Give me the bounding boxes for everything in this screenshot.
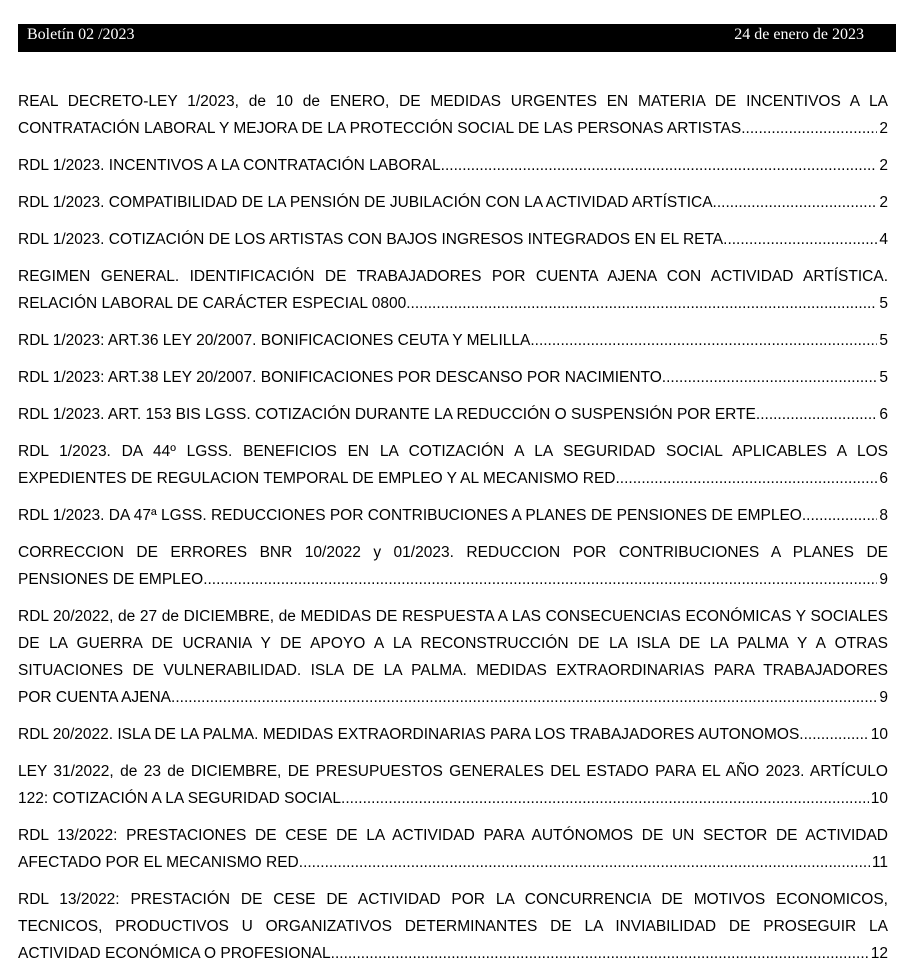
toc-entry-text: REAL DECRETO-LEY 1/2023, de 10 de ENERO, DE MEDIDAS URGENTES EN MATERIA DE INCENTIVOS A LA xyxy=(18,93,888,110)
toc-entry-text: RDL 20/2022. ISLA DE LA PALMA. MEDIDAS EXTRAORDINARIAS PARA LOS TRABAJADORES AUTONOMOS xyxy=(18,726,800,743)
toc-entry[interactable] xyxy=(18,88,888,142)
toc-page-number: 9 xyxy=(879,571,888,588)
toc-page-number: 2 xyxy=(879,120,888,137)
toc-entry-text: REGIMEN GENERAL. IDENTIFICACIÓN DE TRABAJADORES POR CUENTA AJENA CON ACTIVIDAD ARTÍSTICA. xyxy=(18,268,888,285)
toc-entry-text: ACTIVIDAD ECONÓMICA O PROFESIONAL. xyxy=(18,945,335,962)
toc-entry-text: RDL 1/2023: ART.36 LEY 20/2007. BONIFICACIONES CEUTA Y MELILLA. xyxy=(18,332,535,349)
toc-entry-text: RDL 1/2023: ART.38 LEY 20/2007. BONIFICACIONES POR DESCANSO POR NACIMIENTO xyxy=(18,369,662,386)
toc-entry-text: LEY 31/2022, de 23 de DICIEMBRE, DE PRESUPUESTOS GENERALES DEL ESTADO PARA EL AÑO 2023. ARTÍCULO xyxy=(18,763,888,780)
toc-entry-text: PENSIONES DE EMPLEO. xyxy=(18,571,208,588)
toc-entry[interactable] xyxy=(18,603,888,711)
toc-entry[interactable] xyxy=(18,189,888,216)
toc-entry-text: RDL 1/2023. ART. 153 BIS LGSS. COTIZACIÓN DURANTE LA REDUCCIÓN O SUSPENSIÓN POR ERTE. xyxy=(18,406,761,423)
toc-entry-text: RDL 20/2022, de 27 de DICIEMBRE, de MEDIDAS DE RESPUESTA A LAS CONSECUENCIAS ECONÓMICAS Y SOCIALES DE LA GUERRA DE UCRANIA Y DE APOYO A LA RECONSTRUCCIÓN DE LA ISLA DE LA PALMA Y A OTRAS SITUACIONES DE VULNERABILIDAD. ISLA DE LA PALMA. MEDIDAS EXTRAORDINARIAS PARA TRABAJADORES xyxy=(18,608,888,679)
toc-page-number: 5 xyxy=(879,369,888,386)
dot-leader xyxy=(445,152,877,179)
toc-entry-text: CONTRATACIÓN LABORAL Y MEJORA DE LA PROTECCIÓN SOCIAL DE LAS PERSONAS ARTISTAS. xyxy=(18,120,746,137)
toc-page-number: 9 xyxy=(879,689,888,706)
toc-entry[interactable] xyxy=(18,327,888,354)
toc-entry[interactable] xyxy=(18,438,888,492)
table-of-contents xyxy=(18,88,888,977)
dot-leader xyxy=(341,785,869,812)
dot-leader xyxy=(713,189,878,216)
toc-entry-text: RDL 1/2023. DA 44º LGSS. BENEFICIOS EN LA COTIZACIÓN A LA SEGURIDAD SOCIAL APLICABLES A LOS xyxy=(18,443,888,460)
toc-page-number: 10 xyxy=(870,726,888,743)
dot-leader xyxy=(760,401,877,428)
dot-leader xyxy=(746,115,878,142)
dot-leader xyxy=(406,290,877,317)
toc-entry-text: AFECTADO POR EL MECANISMO RED. xyxy=(18,854,304,871)
toc-entry-text: RELACIÓN LABORAL DE CARÁCTER ESPECIAL 0800 xyxy=(18,295,407,312)
toc-entry[interactable] xyxy=(18,758,888,812)
toc-page-number: 8 xyxy=(879,507,888,524)
toc-page-number: 12 xyxy=(870,945,888,962)
toc-page-number: 6 xyxy=(879,470,888,487)
toc-entry[interactable] xyxy=(18,401,888,428)
dot-leader xyxy=(662,364,878,391)
toc-page-number: 11 xyxy=(871,854,888,871)
toc-entry-text: CORRECCION DE ERRORES BNR 10/2022 y 01/2023. REDUCCION POR CONTRIBUCIONES A PLANES DE xyxy=(18,544,888,561)
toc-page-number: 6 xyxy=(879,406,888,423)
toc-entry-text: RDL 13/2022: PRESTACIONES DE CESE DE LA ACTIVIDAD PARA AUTÓNOMOS DE UN SECTOR DE ACTIVIDAD xyxy=(18,827,888,844)
toc-page-number: 4 xyxy=(879,231,888,248)
toc-entry-text: 122: COTIZACIÓN A LA SEGURIDAD SOCIAL xyxy=(18,790,342,807)
toc-entry-text: RDL 1/2023. COMPATIBILIDAD DE LA PENSIÓN DE JUBILACIÓN CON LA ACTIVIDAD ARTÍSTICA xyxy=(18,194,713,211)
toc-entry-text: RDL 13/2022: PRESTACIÓN DE CESE DE ACTIVIDAD POR LA CONCURRENCIA DE MOTIVOS ECONOMICOS, TECNICOS, PRODUCTIVOS U ORGANIZATIVOS DETERMINANTES DE LA INVIABILIDAD DE PROSEGUIR LA xyxy=(18,891,888,935)
toc-page-number: 2 xyxy=(879,157,888,174)
toc-entry[interactable] xyxy=(18,364,888,391)
dot-leader xyxy=(620,465,878,492)
bulletin-header xyxy=(18,24,896,52)
toc-page-number: 10 xyxy=(870,790,888,807)
toc-entry-text: RDL 1/2023. DA 47ª LGSS. REDUCCIONES POR CONTRIBUCIONES A PLANES DE PENSIONES DE EMPLEO. xyxy=(18,507,807,524)
toc-entry-text: EXPEDIENTES DE REGULACION TEMPORAL DE EMPLEO Y AL MECANISMO RED. xyxy=(18,470,620,487)
toc-entry[interactable] xyxy=(18,502,888,529)
toc-entry-text: RDL 1/2023. INCENTIVOS A LA CONTRATACIÓN LABORAL. xyxy=(18,157,445,174)
dot-leader xyxy=(723,226,877,253)
toc-entry-text: RDL 1/2023. COTIZACIÓN DE LOS ARTISTAS CON BAJOS INGRESOS INTEGRADOS EN EL RETA xyxy=(18,231,724,248)
toc-page-number: 2 xyxy=(879,194,888,211)
toc-page-number: 5 xyxy=(879,295,888,312)
dot-leader xyxy=(303,849,870,876)
toc-entry[interactable] xyxy=(18,226,888,253)
dot-leader xyxy=(335,940,869,967)
dot-leader xyxy=(799,721,868,748)
toc-entry-text: POR CUENTA AJENA. xyxy=(18,689,176,706)
bulletin-date: 24 de enero de 2023 xyxy=(734,26,864,43)
toc-entry[interactable] xyxy=(18,152,888,179)
toc-entry[interactable] xyxy=(18,886,888,967)
toc-entry[interactable] xyxy=(18,539,888,593)
toc-page-number: 5 xyxy=(879,332,888,349)
toc-entry[interactable] xyxy=(18,721,888,748)
dot-leader xyxy=(535,327,878,354)
bulletin-number: Boletín 02 /2023 xyxy=(27,26,135,43)
toc-entry[interactable] xyxy=(18,263,888,317)
dot-leader xyxy=(806,502,877,529)
dot-leader xyxy=(208,566,878,593)
toc-entry[interactable] xyxy=(18,822,888,876)
dot-leader xyxy=(175,684,877,711)
